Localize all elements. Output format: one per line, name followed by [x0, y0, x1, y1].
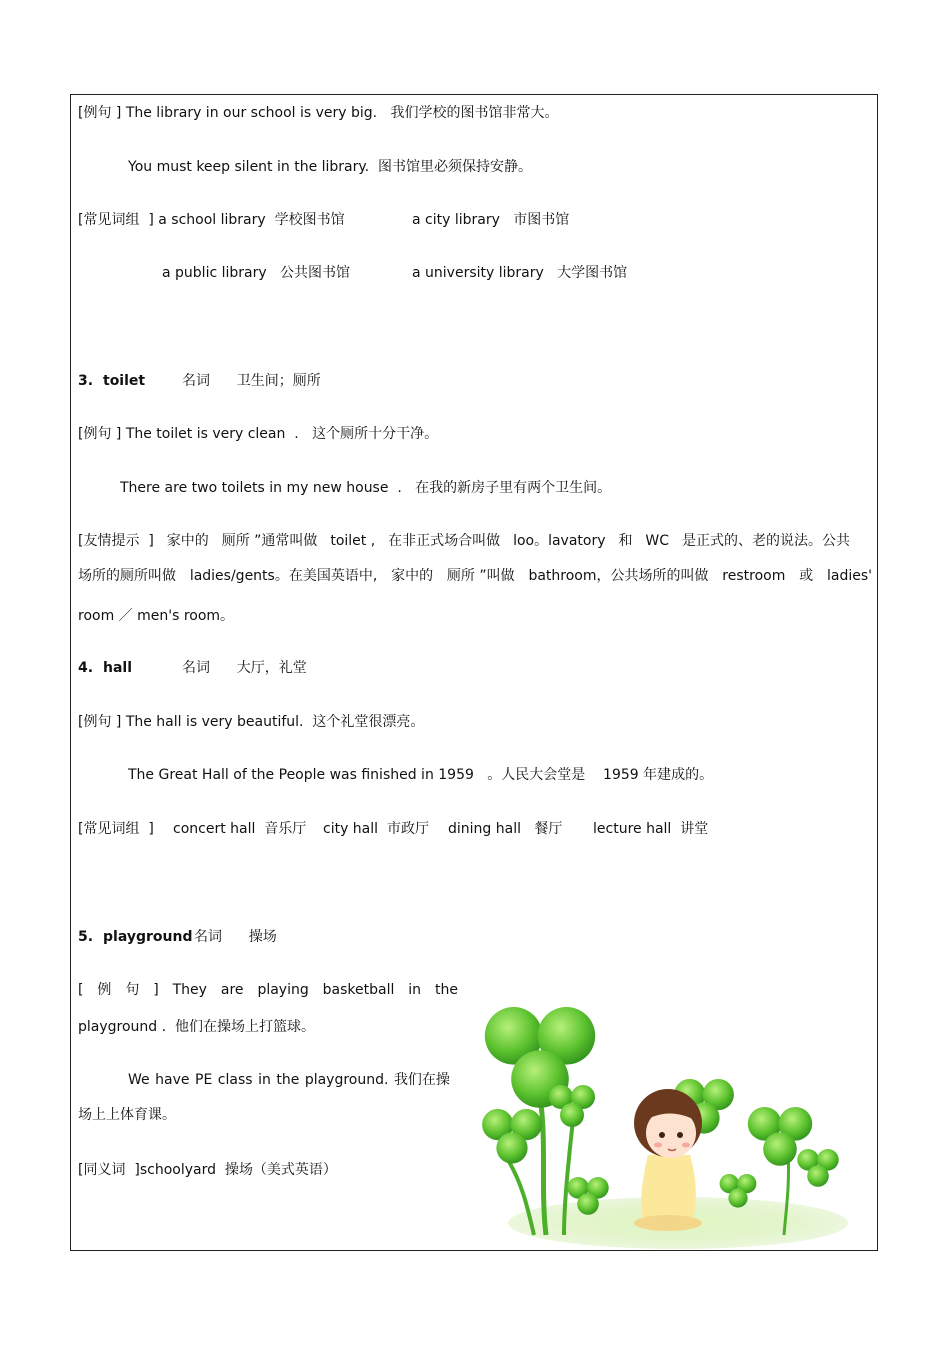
tip-word: 是正式的、老的说法。公共 — [681, 533, 850, 549]
playground-example-2-cont: 场上上体育课。 — [78, 1107, 176, 1123]
tip-word: 场所的厕所叫做 — [78, 568, 176, 584]
hall-headword: hall — [103, 660, 133, 676]
tip-word: bathroom，公共场所的叫做 — [528, 568, 709, 584]
clover-leaf — [482, 1109, 542, 1164]
example-word: basketball — [322, 982, 395, 998]
toilet-tip-line-1 — [78, 532, 850, 550]
hall-phrase-dining: dining hall 餐厅 — [448, 821, 563, 837]
library-example-2: You must keep silent in the library. 图书馆里必须保持安静。 — [128, 159, 533, 175]
tip-word: ladies' — [826, 568, 872, 584]
hall-phrases-tag: [常见词组 ] — [78, 821, 154, 837]
playground-example-1-line — [78, 981, 458, 999]
tip-word: 或 — [799, 568, 814, 584]
tip-word: 厕所 ”叫做 — [446, 568, 515, 584]
playground-example-1-cont: playground . 他们在操场上打篮球。 — [78, 1019, 315, 1035]
example-word: 我们在操 — [393, 1072, 450, 1088]
clover-girl-illustration — [468, 995, 856, 1250]
tip-word: [友情提示 ] — [78, 533, 154, 549]
hall-phrase-lecture: lecture hall 讲堂 — [593, 821, 709, 837]
hall-example-2: The Great Hall of the People was finished in 1959 。人民大会堂是 1959 年建成的。 — [128, 767, 714, 783]
playground-example-2-line — [128, 1071, 450, 1089]
tip-word: ladies/gents。在美国英语中, — [189, 568, 378, 584]
example-word: in — [408, 982, 422, 998]
example-word: playing — [257, 982, 309, 998]
library-phrase-public: a public library 公共图书馆 — [162, 265, 350, 281]
toilet-headword: toilet — [103, 373, 146, 389]
tip-word: restroom — [722, 568, 786, 584]
tip-word: 家中的 — [391, 568, 434, 584]
tip-word: toilet , — [330, 533, 376, 549]
clover-leaf — [797, 1149, 838, 1187]
example-word: have — [155, 1072, 190, 1088]
playground-number: 5. — [78, 929, 94, 945]
girl-figure — [634, 1089, 702, 1231]
example-word: playground. — [304, 1072, 389, 1088]
example-word: 句 — [125, 982, 140, 998]
tip-word: 在非正式场合叫做 — [388, 533, 501, 549]
toilet-tip-line-2 — [78, 567, 872, 585]
example-word: ] — [153, 982, 159, 998]
tip-word: 和 — [618, 533, 633, 549]
tip-word: 厕所 ”通常叫做 — [221, 533, 318, 549]
playground-headword: playground — [103, 929, 193, 945]
toilet-number: 3. — [78, 373, 94, 389]
example-word: We — [128, 1072, 150, 1088]
toilet-tip-line-3: room ／ men's room。 — [78, 608, 235, 624]
example-word: 例 — [97, 982, 112, 998]
example-word: the — [434, 982, 458, 998]
example-word: are — [220, 982, 244, 998]
example-word: in — [258, 1072, 271, 1088]
tip-word: loo。lavatory — [513, 533, 606, 549]
toilet-example-1: [例句 ] The toilet is very clean . 这个厕所十分干净。 — [78, 426, 439, 442]
hall-phrase-concert: concert hall 音乐厅 — [173, 821, 307, 837]
example-word: class — [217, 1072, 253, 1088]
library-phrases-tag: [常见词组 ] a school library 学校图书馆 — [78, 212, 345, 228]
example-word: [ — [78, 982, 84, 998]
toilet-pos-meaning: 名词 卫生间；厕所 — [182, 373, 321, 389]
toilet-example-2: There are two toilets in my new house . 在我的新房子里有两个卫生间。 — [120, 480, 612, 496]
hall-example-1: [例句 ] The hall is very beautiful. 这个礼堂很漂亮。 — [78, 714, 425, 730]
example-word: PE — [195, 1072, 213, 1088]
hall-phrase-city: city hall 市政厅 — [323, 821, 429, 837]
hall-pos-meaning: 名词 大厅，礼堂 — [182, 660, 307, 676]
clover-leaf — [549, 1085, 595, 1127]
playground-synonym: [同义词 ]schoolyard 操场（美式英语） — [78, 1162, 337, 1178]
playground-pos-meaning: 名词 操场 — [194, 929, 277, 945]
library-phrase-university: a university library 大学图书馆 — [412, 265, 628, 281]
library-phrase-city: a city library 市图书馆 — [412, 212, 570, 228]
example-word: They — [172, 982, 207, 998]
tip-word: WC — [645, 533, 670, 549]
example-word: the — [276, 1072, 300, 1088]
hall-number: 4. — [78, 660, 94, 676]
library-example-1: [例句 ] The library in our school is very big. 我们学校的图书馆非常大。 — [78, 105, 559, 121]
tip-word: 家中的 — [166, 533, 209, 549]
